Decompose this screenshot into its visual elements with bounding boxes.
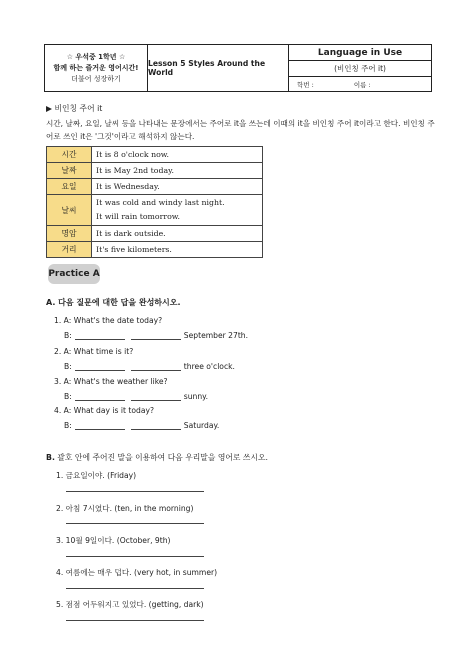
answer-line-a3 [64, 391, 208, 401]
answer-label: B: [64, 331, 72, 340]
slogan-2: 더불어 성장하기 [71, 74, 121, 83]
question-b3: 3. 10월 9일이다. (October, 9th) [56, 536, 171, 545]
worksheet-header [44, 44, 432, 92]
category-cell: 날씨 [47, 195, 92, 226]
answer-ending: September 27th. [183, 331, 249, 340]
blank-input[interactable] [131, 420, 181, 430]
answer-line-b4[interactable] [66, 588, 204, 589]
section-b-letter: B. [46, 453, 55, 462]
question-a3: 3. A: What's the weather like? [54, 377, 168, 386]
question-b1: 1. 금요일이야. (Friday) [56, 471, 137, 480]
table-row [47, 242, 263, 258]
school-name: ☆ 우석중 1학년 ☆ [66, 52, 126, 61]
example-line: It will rain tomorrow. [96, 212, 180, 221]
answer-line-a2 [64, 361, 235, 371]
grammar-intro: 시간, 날짜, 요일, 날씨 등을 나타내는 문장에서는 주어로 it을 쓰는데 이때의 it을 비인칭 주어 it이라고 한다. 비인칭 주어로 쓰인 it은 '그것'이라고 해석하지 않는다. [46, 119, 435, 141]
question-a1: 1. A: What's the date today? [54, 316, 163, 325]
example-cell: It is May 2nd today. [92, 163, 263, 179]
examples-table [46, 146, 263, 258]
answer-label: B: [64, 362, 72, 371]
blank-input[interactable] [131, 330, 181, 340]
topic-cell [289, 45, 431, 91]
student-number-label: 학번 : [297, 80, 314, 89]
student-info [289, 77, 431, 91]
question-b5: 5. 점점 어두워지고 있었다. (getting, dark) [56, 600, 204, 609]
answer-line-b3[interactable] [66, 556, 204, 557]
answer-line-a4 [64, 420, 219, 430]
question-b2: 2. 아침 7시였다. (ten, in the morning) [56, 504, 194, 513]
school-cell [45, 45, 148, 91]
table-row [47, 195, 263, 226]
question-a4: 4. A: What day is it today? [54, 406, 155, 415]
lesson-title: Lesson 5 Styles Around the World [148, 45, 289, 91]
question-a2: 2. A: What time is it? [54, 347, 134, 356]
grammar-section-title: ▶ 비인칭 주어 it [46, 104, 103, 113]
blank-input[interactable] [75, 361, 125, 371]
table-row [47, 179, 263, 195]
table-row [47, 226, 263, 242]
question-b4: 4. 여름에는 매우 덥다. (very hot, in summer) [56, 568, 218, 577]
answer-line-b1[interactable] [66, 491, 204, 492]
category-cell: 날짜 [47, 163, 92, 179]
table-row [47, 163, 263, 179]
section-b-title [46, 452, 268, 463]
blank-input[interactable] [131, 361, 181, 371]
answer-line-b2[interactable] [66, 523, 204, 524]
example-cell: It is Wednesday. [92, 179, 263, 195]
blank-input[interactable] [75, 330, 125, 340]
answer-label: B: [64, 392, 72, 401]
blank-input[interactable] [131, 391, 181, 401]
example-cell: It's five kilometers. [92, 242, 263, 258]
answer-line-a1 [64, 330, 248, 340]
answer-line-b5[interactable] [66, 620, 204, 621]
category-cell: 요일 [47, 179, 92, 195]
answer-ending: three o'clock. [183, 362, 235, 371]
example-cell: It is dark outside. [92, 226, 263, 242]
category-cell: 명암 [47, 226, 92, 242]
category-cell: 거리 [47, 242, 92, 258]
student-name-label: 이름 : [353, 80, 371, 89]
example-cell: It is 8 o'clock now. [92, 147, 263, 163]
section-a-title: A. 다음 질문에 대한 답을 완성하시오. [46, 298, 181, 307]
answer-ending: Saturday. [183, 421, 220, 430]
slogan: 함께 하는 즐거운 영어시간! [53, 63, 139, 72]
table-row [47, 147, 263, 163]
answer-label: B: [64, 421, 72, 430]
blank-input[interactable] [75, 391, 125, 401]
category-cell: 시간 [47, 147, 92, 163]
topic-subtitle: (비인칭 주어 it) [289, 61, 431, 77]
answer-ending: sunny. [183, 392, 209, 401]
example-cell [92, 195, 263, 226]
blank-input[interactable] [75, 420, 125, 430]
example-line: It was cold and windy last night. [96, 198, 225, 207]
topic-title: Language in Use [289, 45, 431, 61]
practice-badge: Practice A [48, 264, 100, 284]
section-b-text: 괄호 안에 주어진 말을 이용하여 다음 우리말을 영어로 쓰시오. [57, 453, 268, 462]
